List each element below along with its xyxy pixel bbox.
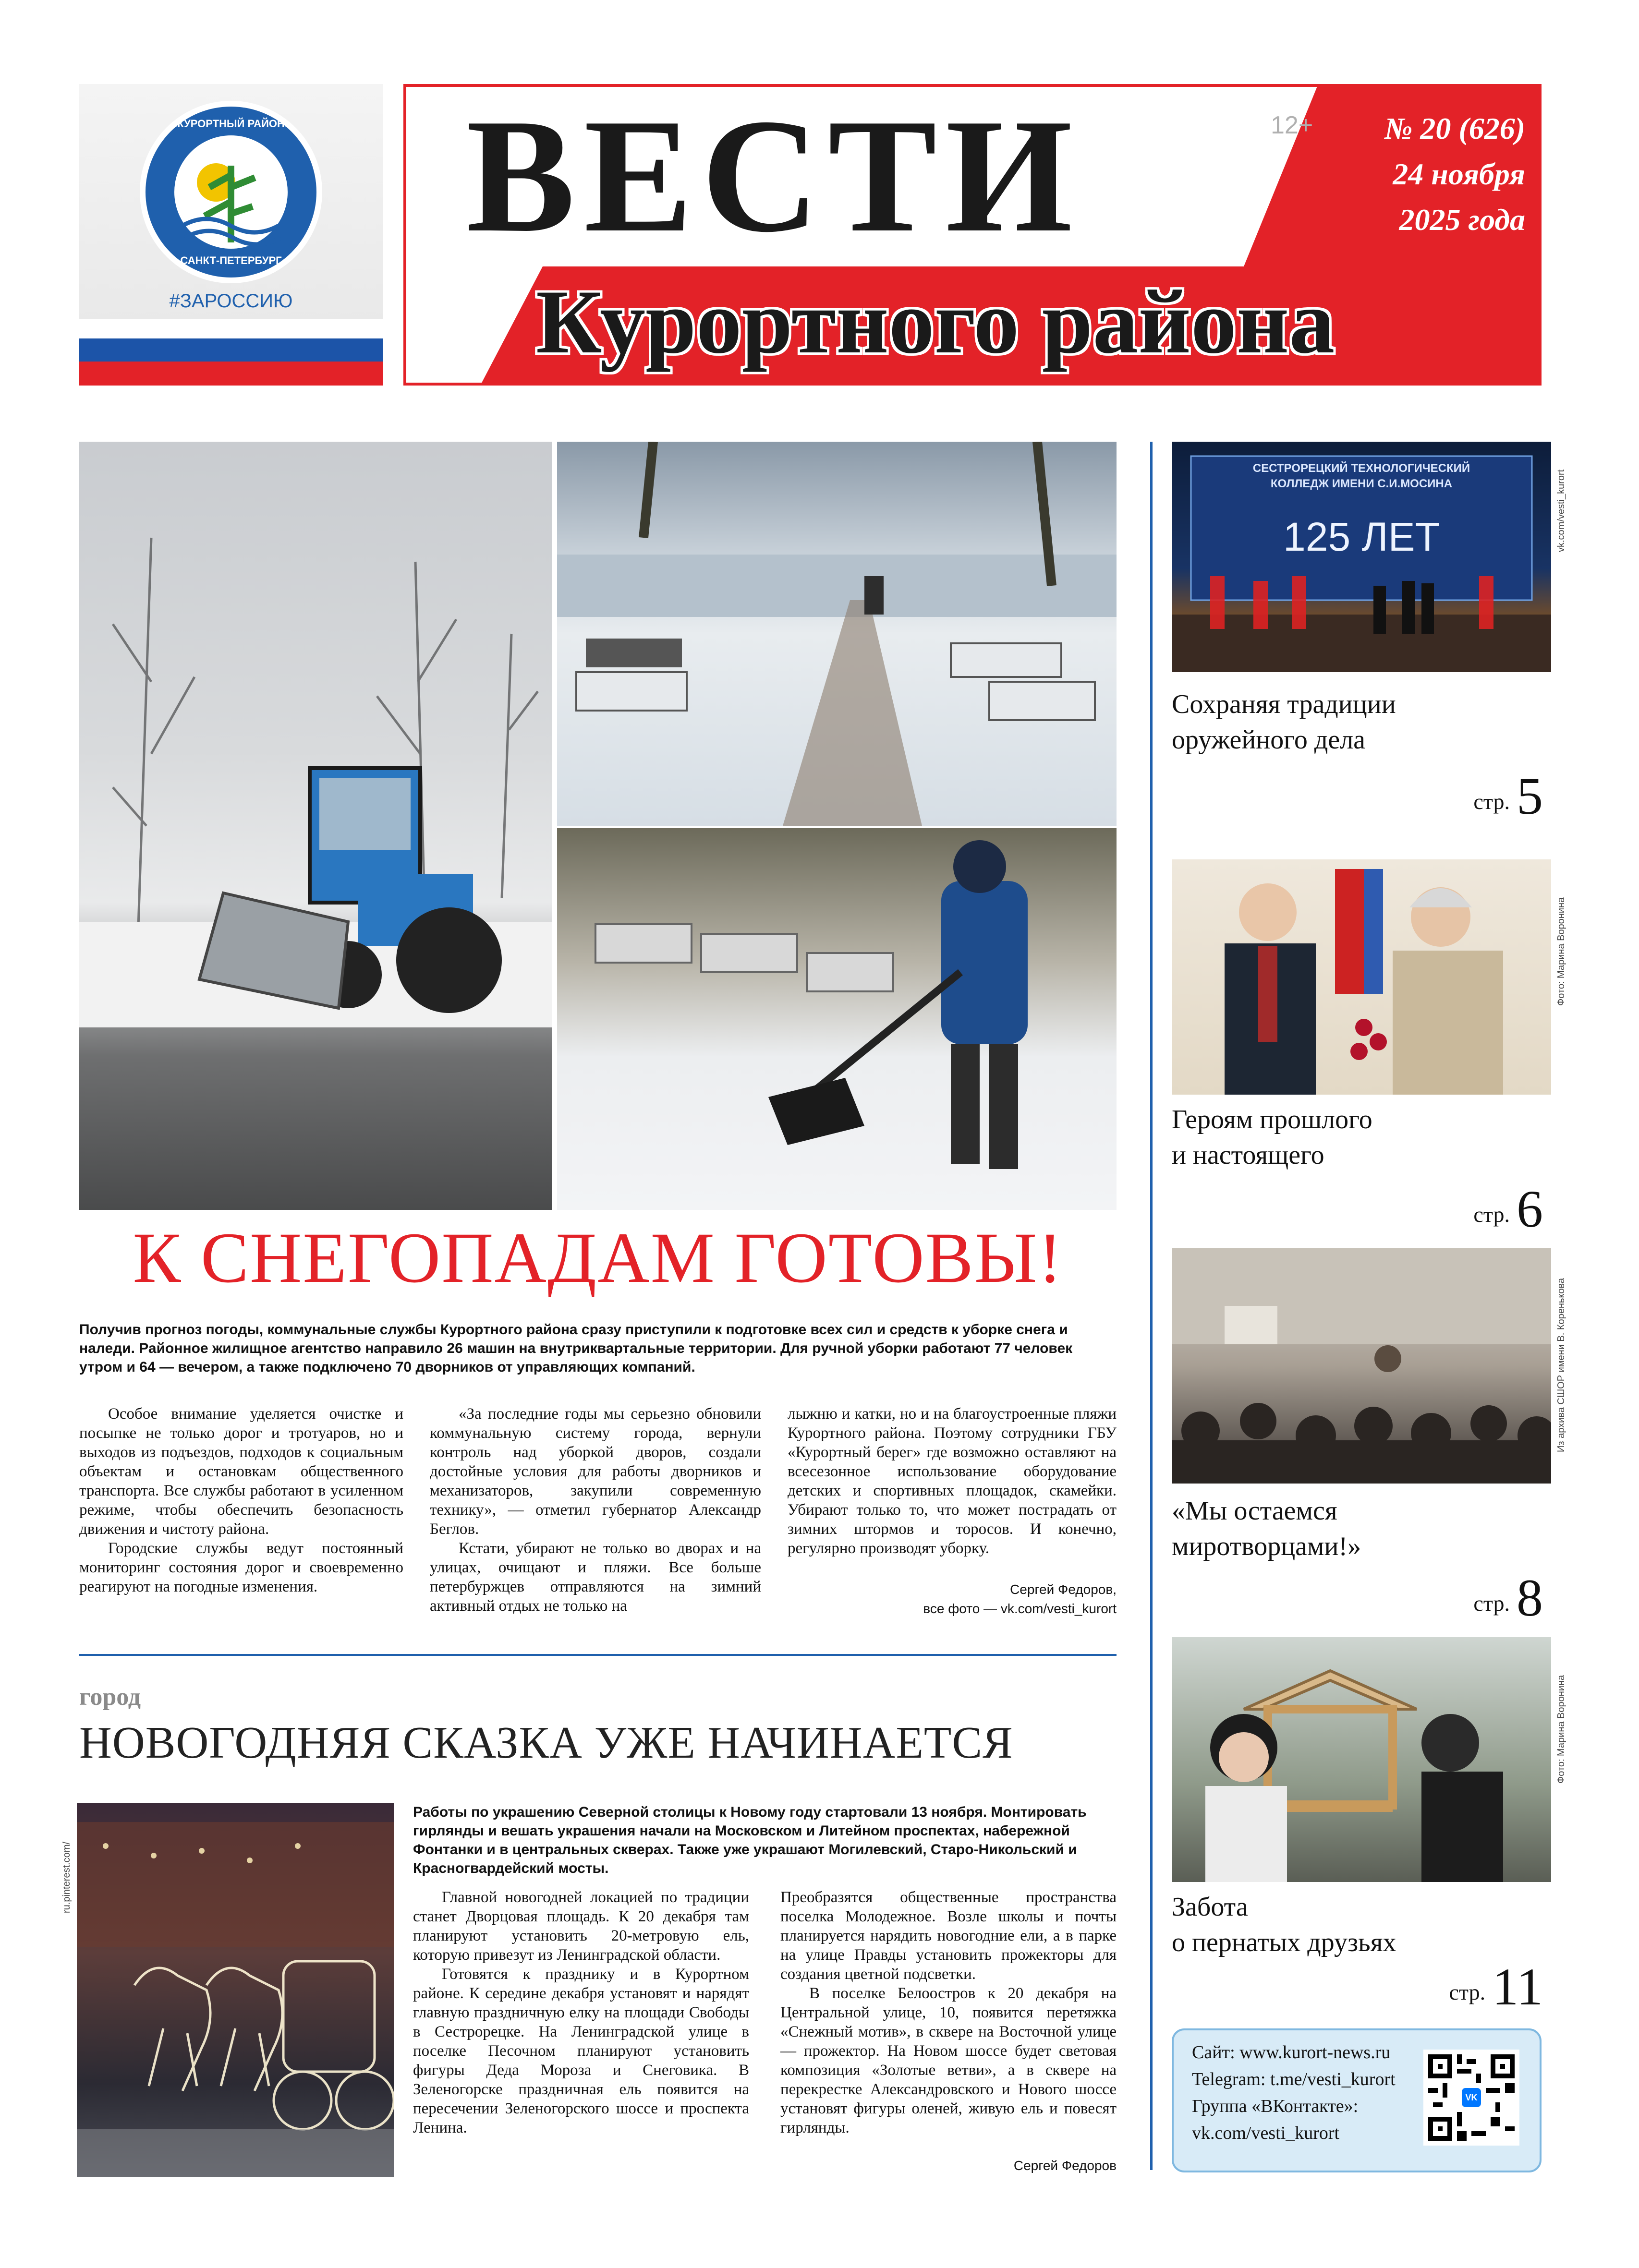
contact-group: Группа «ВКонтакте»: — [1192, 2096, 1359, 2116]
sidebar-title-1-l2: оружейного дела — [1172, 725, 1365, 755]
photo-tractor-snow — [79, 442, 552, 1210]
second-headline: НОВОГОДНЯЯ СКАЗКА УЖЕ НАЧИНАЕТСЯ — [79, 1718, 1013, 1768]
sidebar-page-4[interactable] — [1449, 1956, 1543, 2017]
sidebar-title-3-l1: «Мы остаемся — [1172, 1496, 1337, 1526]
flag-white-stripe — [79, 319, 383, 338]
sidebar-title-2-l2: и настоящего — [1172, 1140, 1324, 1170]
sidebar-photo-anniversary — [1172, 442, 1551, 672]
lead-column-2 — [430, 1404, 761, 1616]
flag-red-stripe — [79, 362, 383, 386]
photo-light-carriage — [77, 1803, 394, 2177]
sidebar-title-1-l1: Сохраняя традиции — [1172, 689, 1396, 719]
sidebar-title-1 — [1172, 687, 1396, 758]
emblem-bottom-text: САНКТ-ПЕТЕРБУРГ — [180, 254, 282, 266]
second-col1-p1: Главной новогодней локацией по традиции станет Дворцовая площадь. К 20 декабря там планируют установить 20-метровую ель, которую привезут из Ленинградской области. — [413, 1889, 749, 1964]
lead-story-intro: Получив прогноз погоды, коммунальные службы Курортного района сразу приступили к подготовке всех сил и средств к уборке снега и наледи. Районное жилищное агентство направило 26 машин на внутриквартальные территории. Для ручной уборки работают 77 человек утром и 64 — вечером, а также подключено 70 дворников от управляющих компаний. — [79, 1322, 1073, 1375]
contacts-box — [1172, 2028, 1542, 2172]
page-label: стр. — [1449, 1980, 1486, 2004]
second-column-1 — [413, 1888, 749, 2137]
lead-col1-p1: Особое внимание уделяется очистке и посыпке не только дорог и тротуаров, но и выходов из подъездов, подходов к социальным объектам и остановкам общественного транспорта. Все службы работают в усиленном режиме, чтобы обеспечить безопасность движения и чистоту района. — [79, 1405, 403, 1538]
contact-vk[interactable]: vk.com/vesti_kurort — [1192, 2123, 1340, 2143]
second-story-intro: Работы по украшению Северной столицы к Новому году стартовали 13 ноября. Монтировать гирлянды и вешать украшения начали на Московском и Литейном проспектах, набережной Фонтанки и в центральных скверах. Также уже украшают Могилевский, Старо-Никольский и Красногвардейский мосты. — [413, 1804, 1087, 1876]
masthead-box — [403, 84, 1542, 386]
worker-illustration — [557, 828, 1117, 1210]
lead-col2-p1: «За последние годы мы серьезно обновили коммунальную систему города, вернули контроль над уборкой дворов, создали достойные условия для работы дворников и механизаторов, закупили современную технику», — отметил губернатор Александр Беглов. — [430, 1405, 761, 1538]
sidebar-credit-4: Фото: Марина Воронина — [1556, 1675, 1566, 1784]
stage-screen-line1: СЕСТРОРЕЦКИЙ ТЕХНОЛОГИЧЕСКИЙ — [1252, 462, 1470, 475]
lead-col3-p1: лыжню и катки, но и на благоустроенные пляжи Курортного района. Поэтому сотрудники ГБУ «Курортный берег» где возможно оставляют на всесезонное использование оборудование детских и спортивных площадок, скамейки. Убирают только то, что может пострадать от зимних штормов и торосов. И конечно, регулярно производят уборку. — [788, 1405, 1117, 1557]
sidebar-credit-1: vk.com/vesti_kurort — [1556, 469, 1566, 552]
issue-number: № 20 (626) — [1384, 111, 1525, 145]
tractor-illustration — [79, 442, 552, 1210]
page-label: стр. — [1473, 1591, 1510, 1616]
sidebar-title-3-l2: миротворцами!» — [1172, 1532, 1361, 1561]
lead-column-1 — [79, 1404, 403, 1596]
page-number: 6 — [1517, 1180, 1543, 1238]
contact-telegram[interactable]: Telegram: t.me/vesti_kurort — [1192, 2069, 1396, 2089]
emblem-top-text: «КУРОРТНЫЙ РАЙОН» — [171, 118, 291, 130]
sidebar-page-3[interactable] — [1473, 1568, 1543, 1629]
sidebar-photo-meeting — [1172, 1248, 1551, 1484]
heroes-illustration — [1172, 859, 1551, 1095]
flag-blue-stripe — [79, 338, 383, 362]
second-col2-p2: В поселке Белоостров к 20 декабря на Центральной улице, 10, появится перетяжка «Снежный мотив», в сквере на Восточной улице — прожектор. На Новом шоссе будет световая композиция «Золотые ветви», а в сквере на перекрестке Александровского и Нового шоссе установят фигуры оленей, живую ель и повесят гирлянды. — [780, 1985, 1117, 2136]
sidebar-page-1[interactable] — [1473, 766, 1543, 827]
photo-worker-shovel — [557, 828, 1117, 1210]
sidebar-rule — [1150, 442, 1153, 2170]
lead-author: Сергей Федоров, — [1010, 1582, 1117, 1597]
second-photo-credit: ru.pinterest.com/ — [61, 1842, 72, 1913]
sidebar-title-4-l1: Забота — [1172, 1892, 1248, 1922]
issue-date: 24 ноября — [1393, 157, 1525, 191]
sidebar-photo-birdhouse — [1172, 1637, 1551, 1882]
masthead-title: ВЕСТИ — [466, 85, 1081, 266]
photo-embankment-benches — [557, 442, 1117, 826]
sidebar-photo-heroes — [1172, 859, 1551, 1095]
second-column-2 — [780, 1888, 1117, 2137]
masthead-subtitle: Курортного района — [536, 272, 1335, 373]
second-author: Сергей Федоров — [1013, 2158, 1117, 2173]
page-number: 5 — [1517, 767, 1543, 825]
sidebar-title-2 — [1172, 1102, 1372, 1173]
sidebar-credit-3: Из архива СШОР имени В. Коренькова — [1556, 1278, 1566, 1452]
sidebar-title-4 — [1172, 1889, 1396, 1960]
sidebar-title-3 — [1172, 1493, 1361, 1564]
contact-site[interactable]: Сайт: www.kurort-news.ru — [1192, 2042, 1391, 2063]
issue-year: 2025 года — [1399, 203, 1525, 237]
age-rating: 12+ — [1271, 111, 1313, 139]
logo-panel — [79, 84, 383, 386]
hashtag: #ЗАРОССИЮ — [169, 290, 293, 312]
sidebar-credit-2: Фото: Марина Воронина — [1556, 897, 1566, 1006]
page-label: стр. — [1473, 789, 1510, 814]
second-col1-p2: Готовятся к празднику и в Курортном районе. К середине декабря установят и нарядят главную праздничную елку на площади Свободы в Сестрорецке. На Ленинградской улице в поселке Песочном планируют установить фигуры Деда Мороза и Снеговика. В Зеленогорске праздничная ель появится на пересечении Зеленогорского шоссе и проспекта Ленина. — [413, 1966, 749, 2136]
qr-code-icon[interactable] — [1423, 2050, 1519, 2146]
embankment-illustration — [557, 442, 1117, 826]
sidebar-title-2-l1: Героям прошлого — [1172, 1105, 1372, 1134]
lead-col1-p2: Городские службы ведут постоянный мониторинг состояния дорог и своевременно реагируют на погодные изменения. — [79, 1540, 403, 1595]
lead-column-3 — [788, 1404, 1117, 1558]
sidebar-page-2[interactable] — [1473, 1179, 1543, 1240]
page-label: стр. — [1473, 1202, 1510, 1227]
lead-col2-p2: Кстати, убирают не только во дворах и на улицах, очищают и пляжи. Все больше петербуржцев отправляются на зимний активный отдых не только на — [430, 1540, 761, 1615]
second-rubric: город — [79, 1683, 141, 1711]
stage-screen-line2: КОЛЛЕДЖ ИМЕНИ С.И.МОСИНА — [1270, 477, 1453, 490]
page-number: 11 — [1492, 1957, 1543, 2016]
lead-photo-credit: все фото — vk.com/vesti_kurort — [923, 1601, 1117, 1616]
stage-screen-big: 125 ЛЕТ — [1283, 514, 1440, 559]
sidebar-title-4-l2: о пернатых друзьях — [1172, 1928, 1396, 1957]
vk-badge: VK — [1465, 2093, 1478, 2102]
birdhouse-illustration — [1172, 1637, 1551, 1882]
lead-headline: К СНЕГОПАДАМ ГОТОВЫ! — [133, 1218, 1063, 1298]
page-number: 8 — [1517, 1568, 1543, 1627]
meeting-illustration — [1172, 1248, 1551, 1484]
carriage-illustration — [77, 1803, 394, 2177]
section-divider — [79, 1654, 1117, 1656]
second-col2-p1: Преобразятся общественные пространства поселка Молодежное. Возле школы и почты планируется нарядить новогодние ели, а в парке на улице Правды установить прожекторы для создания цветной подсветки. — [780, 1889, 1117, 1983]
